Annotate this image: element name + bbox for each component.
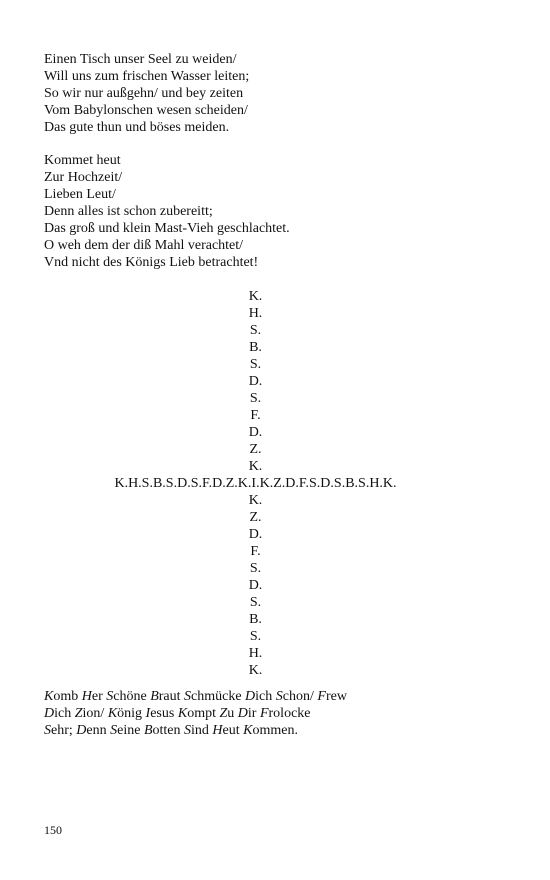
letter-cross — [0, 288, 511, 679]
verse-line: Vom Babylonschen wesen scheiden/ — [44, 103, 248, 118]
stanza-2 — [44, 152, 290, 271]
stanza-1 — [44, 51, 249, 136]
acrostic-line: Sehr; Denn Seine Botten Sind Heut Kommen. — [44, 723, 298, 738]
cross-letter: S. — [249, 629, 262, 644]
cross-letter: K. — [248, 663, 263, 678]
cross-letter: B. — [249, 612, 262, 627]
cross-letter: S. — [249, 391, 262, 406]
cross-letter: H. — [248, 646, 263, 661]
acrostic-line: Dich Zion/ König Iesus Kompt Zu Dir Frolocke — [44, 706, 311, 721]
acrostic-line: Komb Her Schöne Braut Schmücke Dich Schon/ Frew — [44, 689, 347, 704]
page-number: 150 — [44, 823, 62, 837]
verse-line: Vnd nicht des Königs Lieb betrachtet! — [44, 255, 259, 270]
cross-letter: D. — [248, 374, 263, 389]
cross-letter: S. — [249, 323, 262, 338]
cross-letter: Z. — [249, 510, 262, 525]
cross-letter: K. — [248, 459, 263, 474]
cross-letter: D. — [248, 578, 263, 593]
verse-line: Will uns zum frischen Wasser leiten; — [44, 69, 250, 84]
verse-line: O weh dem der diß Mahl verachtet/ — [44, 238, 244, 253]
cross-letter: Z. — [249, 442, 262, 457]
acrostic-text — [44, 688, 347, 739]
cross-letter: D. — [248, 425, 263, 440]
verse-line: Zur Hochzeit/ — [44, 170, 123, 185]
cross-letter: S. — [249, 357, 262, 372]
verse-line: Lieben Leut/ — [44, 187, 116, 202]
cross-letter: H. — [248, 306, 263, 321]
verse-line: Kommet heut — [44, 153, 121, 168]
cross-letter: K. — [248, 289, 263, 304]
cross-letter: F. — [250, 544, 261, 559]
verse-line: Denn alles ist schon zubereitt; — [44, 204, 213, 219]
cross-letter: B. — [249, 340, 262, 355]
verse-line: So wir nur außgehn/ und bey zeiten — [44, 86, 244, 101]
cross-letter: S. — [249, 561, 262, 576]
verse-line: Das gute thun und böses meiden. — [44, 120, 230, 135]
verse-line: Das groß und klein Mast-Vieh geschlachtet. — [44, 221, 290, 236]
cross-crossbar: K.H.S.B.S.D.S.F.D.Z.K.I.K.Z.D.F.S.D.S.B.S.H.K. — [114, 476, 397, 491]
cross-letter: S. — [249, 595, 262, 610]
cross-letter: D. — [248, 527, 263, 542]
cross-letter: F. — [250, 408, 261, 423]
cross-letter: K. — [248, 493, 263, 508]
verse-line: Einen Tisch unser Seel zu weiden/ — [44, 52, 237, 67]
